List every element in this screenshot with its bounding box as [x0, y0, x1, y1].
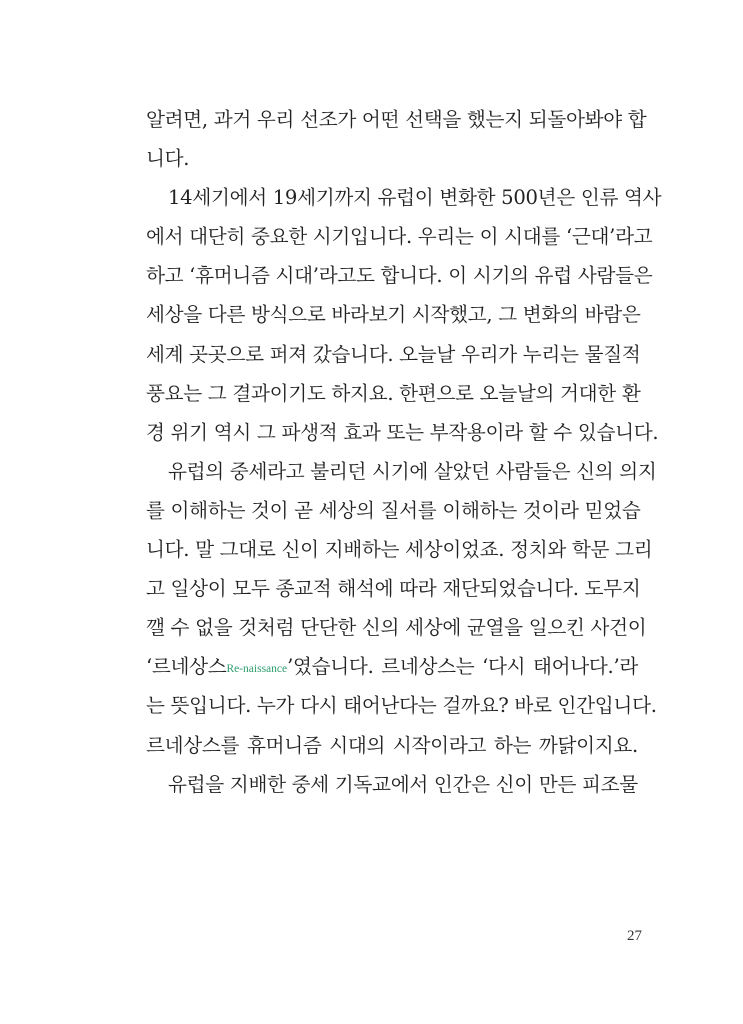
text-line: 세상을 다른 방식으로 바라보기 시작했고, 그 변화의 바람은: [146, 303, 641, 327]
text-line: 경 위기 역시 그 파생적 효과 또는 부작용이라 할 수 있습니다.: [146, 420, 659, 444]
text-line: 유럽을 지배한 중세 기독교에서 인간은 신이 만든 피조물: [168, 772, 638, 796]
text-line: 고 일상이 모두 종교적 해석에 따라 재단되었습니다. 도무지: [146, 577, 641, 601]
text-line: 하고 ‘휴머니즘 시대’라고도 합니다. 이 시기의 유럽 사람들은: [146, 264, 653, 288]
text-line: 르네상스를 휴머니즘 시대의 시작이라고 하는 까닭이지요.: [146, 733, 638, 757]
text-line: 는 뜻입니다. 누가 다시 태어난다는 걸까요? 바로 인간입니다.: [146, 694, 657, 718]
text-line-with-gloss: [146, 647, 638, 686]
foreign-term-gloss: Re-naissance: [226, 663, 288, 676]
text-line: 풍요는 그 결과이기도 하지요. 한편으로 오늘날의 거대한 환: [146, 381, 641, 405]
text-line: 알려면, 과거 우리 선조가 어떤 선택을 했는지 되돌아봐야 합: [146, 108, 647, 131]
text-line: 14세기에서 19세기까지 유럽이 변화한 500년은 인류 역사: [168, 186, 662, 210]
body-text: [146, 100, 662, 804]
text-line: 니다.: [146, 147, 190, 171]
text-line: 에서 대단히 중요한 시기입니다. 우리는 이 시대를 ‘근대’라고: [146, 225, 653, 249]
text-line: 를 이해하는 것이 곧 세상의 질서를 이해하는 것이라 믿었습: [146, 498, 641, 522]
text-line: 유럽의 중세라고 불리던 시기에 살았던 사람들은 신의 의지: [168, 459, 657, 483]
text-line: 니다. 말 그대로 신이 지배하는 세상이었죠. 정치와 학문 그리: [146, 538, 653, 562]
text-segment: ‘르네상스: [146, 655, 227, 679]
text-line: 깰 수 없을 것처럼 단단한 신의 세상에 균열을 일으킨 사건이: [146, 616, 647, 640]
text-line: 세계 곳곳으로 퍼져 갔습니다. 오늘날 우리가 누리는 물질적: [146, 342, 641, 366]
text-segment: ’였습니다. 르네상스는 ‘다시 태어나다.’라: [287, 655, 638, 679]
page-number: 27: [627, 928, 642, 944]
